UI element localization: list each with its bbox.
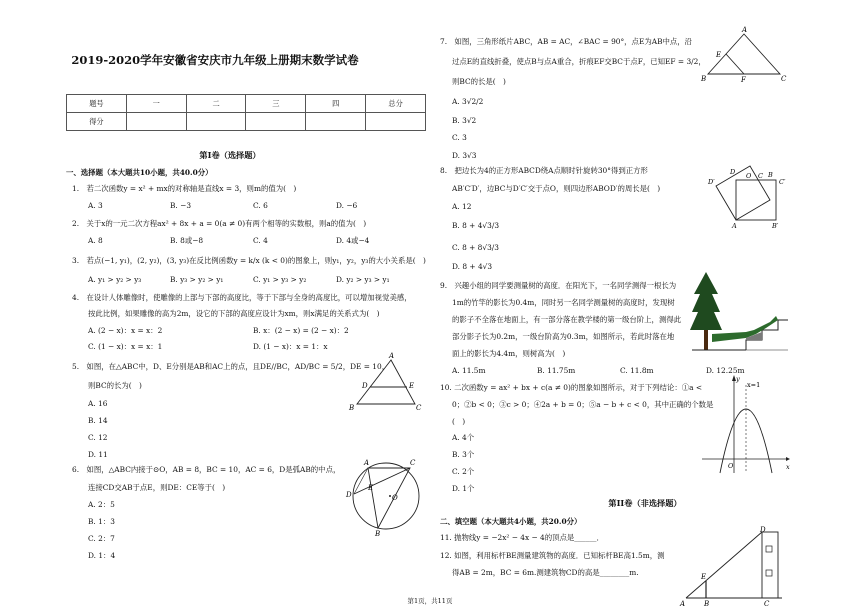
q2-stem: 2. 关于x的一元二次方程ax² + 8x + a = 0(a ≠ 0)有两个相等的实数根，则a的值为( ) bbox=[72, 219, 367, 228]
q6-option-d: D. 1：4 bbox=[88, 551, 116, 560]
q5-stem-line-2: 则BC的长为( ) bbox=[88, 381, 142, 390]
q8-option-c: C. 8 + 8√3/3 bbox=[452, 243, 499, 252]
q10-option-b: B. 3个 bbox=[452, 450, 475, 459]
q3-option-b: B. y₃ > y₂ > y₁ bbox=[170, 275, 224, 284]
score-input-cell bbox=[126, 113, 186, 131]
score-cell: 总分 bbox=[366, 95, 426, 113]
q10-line-2: 0；②b < 0；③c > 0；④2a + b = 0；⑤a − b + c < 0，其中正确的个数是 bbox=[452, 400, 714, 409]
q10-line-1: 10. 二次函数y = ax² + bx + c(a ≠ 0)的图象如图所示，对于下列结论：①a < bbox=[440, 383, 703, 392]
score-input-cell bbox=[366, 113, 426, 131]
q6-stem-line-2: 连接CD交AB于点E，则DE：CE等于( ) bbox=[88, 483, 226, 492]
q8-label-a: A bbox=[732, 222, 737, 230]
q10-label-y: y bbox=[736, 375, 740, 383]
q8-option-d: D. 8 + 4√3 bbox=[452, 262, 493, 271]
q12-label-a: A bbox=[680, 600, 686, 608]
part2-heading: 第II卷（非选择题） bbox=[608, 498, 682, 508]
q12-label-d: D bbox=[760, 526, 766, 534]
q8-line-2: AB′C′D′，边BC与D′C′交于点O，则四边形ABOD′的周长是( ) bbox=[452, 184, 661, 193]
q7-label-b: B bbox=[701, 75, 707, 83]
q10-option-d: D. 1个 bbox=[452, 484, 475, 493]
q12-label-c: C bbox=[764, 600, 770, 608]
q3-option-c: C. y₁ > y₃ > y₂ bbox=[253, 275, 307, 284]
q6-label-b: B bbox=[375, 530, 381, 538]
q8-label-d: D bbox=[730, 168, 736, 176]
q7-line-2: 过点E的直线折叠，使点B与点A重合，折痕EF交BC于点F，已知EF = 3/2， bbox=[452, 57, 706, 66]
q8-label-b: B bbox=[768, 171, 773, 179]
q2-option-b: B. 8或−8 bbox=[170, 236, 204, 245]
score-cell: 得分 bbox=[67, 113, 127, 131]
q8-option-a: A. 12 bbox=[452, 202, 472, 211]
q7-option-c: C. 3 bbox=[452, 133, 467, 142]
q6-option-b: B. 1：3 bbox=[88, 517, 115, 526]
q7-line-1: 7. 如图，三角形纸片ABC，AB = AC，∠BAC = 90°，点E为AB中点，沿 bbox=[440, 37, 693, 46]
q5-stem: 5. 如图，在△ABC中，D、E分别是AB和AC上的点，且DE//BC，AD/BC = 5/2，DE = 10， bbox=[72, 362, 390, 371]
q10-label-x-eq-1: x=1 bbox=[747, 381, 761, 389]
q7-label-c: C bbox=[781, 75, 787, 83]
q5-triangle-figure bbox=[345, 352, 425, 412]
q9-tree-figure bbox=[692, 272, 788, 354]
q6-stem: 6. 如图，△ABC内接于⊙O，AB = 8，BC = 10，AC = 6，D是弧AB的中点， bbox=[72, 465, 341, 474]
q7-label-a: A bbox=[742, 26, 748, 34]
q4-option-d: D. (1 − x)：x = 1：x bbox=[253, 342, 328, 351]
q9-line-5: 面上的影长为4.4m，则树高为( ) bbox=[452, 349, 566, 358]
q7-triangle-figure bbox=[700, 28, 790, 83]
q6-circle-figure bbox=[340, 456, 430, 536]
score-table-score-row bbox=[67, 113, 426, 131]
q10-option-c: C. 2个 bbox=[452, 467, 475, 476]
q9-line-1: 9. 兴趣小组的同学要测量树的高度．在阳光下，一名同学测得一根长为 bbox=[440, 281, 677, 290]
score-input-cell bbox=[246, 113, 306, 131]
score-table bbox=[66, 94, 426, 131]
q9-option-d: D. 12.25m bbox=[706, 366, 745, 375]
score-cell: 二 bbox=[186, 95, 246, 113]
q6-option-c: C. 2：7 bbox=[88, 534, 115, 543]
q8-label-c-prime: C′ bbox=[779, 178, 786, 186]
q6-label-o: O bbox=[392, 494, 398, 502]
q4-option-a: A. (2 − x)：x = x：2 bbox=[88, 326, 163, 335]
q10-parabola-figure bbox=[700, 375, 792, 475]
q12-line-1: 12. 如图，利用标杆BE测量建筑物的高度．已知标杆BE高1.5m，测 bbox=[440, 551, 665, 560]
q12-label-e: E bbox=[701, 573, 707, 581]
q1-option-c: C. 6 bbox=[253, 201, 268, 210]
q5-option-a: A. 16 bbox=[88, 399, 108, 408]
section1-heading: 一、选择题（本大题共10小题，共40.0分） bbox=[66, 168, 213, 177]
q6-option-a: A. 2：5 bbox=[88, 500, 115, 509]
score-cell: 题号 bbox=[67, 95, 127, 113]
exam-title: 2019-2020学年安徽省安庆市九年级上册期末数学试卷 bbox=[71, 53, 359, 67]
q1-option-b: B. −3 bbox=[170, 201, 192, 210]
q4-option-c: C. (1 − x)：x = x：1 bbox=[88, 342, 163, 351]
q8-option-b: B. 8 + 4√3/3 bbox=[452, 221, 500, 230]
q10-line-3: ( ) bbox=[452, 417, 466, 426]
q5-option-c: C. 12 bbox=[88, 433, 108, 442]
q7-label-f: F bbox=[741, 76, 746, 84]
q3-option-a: A. y₁ > y₂ > y₃ bbox=[88, 275, 142, 284]
q7-option-a: A. 3√2/2 bbox=[452, 97, 484, 106]
q8-label-b-prime: B′ bbox=[772, 222, 779, 230]
q5-option-d: D. 11 bbox=[88, 450, 108, 459]
q9-option-c: C. 11.8m bbox=[620, 366, 654, 375]
q2-option-a: A. 8 bbox=[88, 236, 103, 245]
q2-option-d: D. 4或−4 bbox=[336, 236, 370, 245]
q9-line-2: 1m的竹竿的影长为0.4m，同时另一名同学测量树的高度时，发现树 bbox=[452, 298, 675, 307]
q6-label-e: E bbox=[368, 484, 374, 492]
q1-option-d: D. −6 bbox=[336, 201, 358, 210]
q10-label-x: x bbox=[786, 463, 790, 471]
q8-line-1: 8. 把边长为4的正方形ABCD绕A点顺时针旋转30°得到正方形 bbox=[440, 166, 648, 175]
q12-line-2: 得AB = 2m，BC = 6m.测建筑物CD的高是________m. bbox=[452, 568, 639, 577]
q12-label-b: B bbox=[704, 600, 710, 608]
q5-label-d: D bbox=[362, 382, 368, 390]
q8-label-d-prime: D′ bbox=[708, 178, 715, 186]
q8-label-c: C bbox=[758, 172, 763, 180]
q8-square-figure bbox=[700, 158, 790, 233]
part1-heading: 第I卷（选择题） bbox=[199, 150, 261, 160]
q7-label-e: E bbox=[716, 51, 722, 59]
q7-option-b: B. 3√2 bbox=[452, 116, 477, 125]
q5-label-a: A bbox=[389, 352, 395, 360]
section2-heading: 二、填空题（本大题共4小题，共20.0分） bbox=[440, 517, 582, 526]
q3-option-d: D. y₂ > y₃ > y₁ bbox=[336, 275, 390, 284]
q5-label-c: C bbox=[416, 404, 422, 412]
q6-label-a: A bbox=[364, 459, 370, 467]
q2-option-c: C. 4 bbox=[253, 236, 268, 245]
q4-option-b: B. x：(2 − x) = (2 − x)：2 bbox=[253, 326, 349, 335]
score-input-cell bbox=[186, 113, 246, 131]
q1-stem: 1. 若二次函数y = x² + mx的对称轴是直线x = 3，则m的值为( ) bbox=[72, 184, 297, 193]
q4-line-2: 按此比例，如果雕像的高为2m，设它的下部的高度应设计为xm，则x满足的关系式为( ) bbox=[88, 309, 380, 318]
q9-line-4: 部分影子长为0.2m，一级台阶高为0.3m，如图所示，若此时落在地 bbox=[452, 332, 675, 341]
score-table-header-row bbox=[67, 95, 426, 113]
q6-label-c: C bbox=[410, 459, 416, 467]
q9-option-a: A. 11.5m bbox=[452, 366, 486, 375]
q10-option-a: A. 4个 bbox=[452, 433, 475, 442]
q5-label-b: B bbox=[349, 404, 355, 412]
q4-line-1: 4. 在设计人体雕像时，使雕像的上部与下部的高度比，等于下部与全身的高度比，可以增加视觉美感， bbox=[72, 293, 412, 302]
score-cell: 一 bbox=[126, 95, 186, 113]
score-cell: 三 bbox=[246, 95, 306, 113]
q9-option-b: B. 11.75m bbox=[537, 366, 576, 375]
q8-label-o: O bbox=[746, 172, 752, 180]
q9-line-3: 的影子不全落在地面上，有一部分落在教学楼的第一级台阶上，测得此 bbox=[452, 315, 682, 324]
score-cell: 四 bbox=[306, 95, 366, 113]
q5-option-b: B. 14 bbox=[88, 416, 108, 425]
q10-label-o: O bbox=[728, 462, 734, 470]
q6-label-d: D bbox=[346, 491, 352, 499]
q11-stem: 11. 抛物线y = −2x² − 4x − 4的顶点是______． bbox=[440, 533, 604, 542]
q5-label-e: E bbox=[409, 382, 415, 390]
q7-line-3: 则BC的长是( ) bbox=[452, 77, 506, 86]
score-input-cell bbox=[306, 113, 366, 131]
q7-option-d: D. 3√3 bbox=[452, 151, 477, 160]
q3-stem: 3. 若点(−1, y₁)，(2, y₂)，(3, y₃)在反比例函数y = k/x (k < 0)的图象上，则y₁，y₂，y₃的大小关系是( ) bbox=[72, 256, 426, 265]
page-number: 第1页，共11页 bbox=[407, 597, 453, 605]
q1-option-a: A. 3 bbox=[88, 201, 103, 210]
